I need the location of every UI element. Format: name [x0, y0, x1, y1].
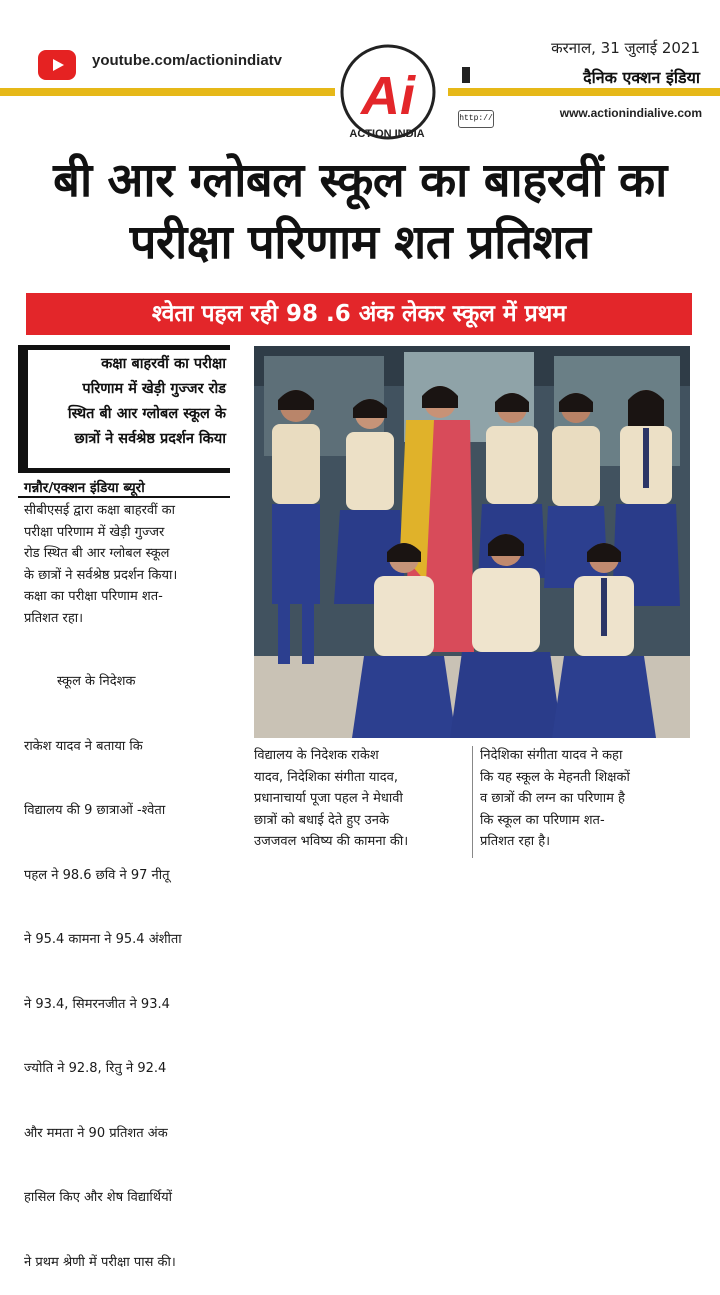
byline-rule — [18, 496, 230, 498]
intro-line: छात्रों ने सर्वश्रेष्ठ प्रदर्शन किया — [74, 431, 226, 447]
body-line: ने 93.4, सिमरनजीत ने 93.4 — [24, 996, 170, 1012]
body-line: ज्योति ने 92.8, रितु ने 92.4 — [24, 1061, 167, 1076]
masthead-rule — [462, 67, 470, 83]
caption-line: कि यह स्कूल के मेहनती शिक्षकों — [480, 769, 630, 785]
body-line: रोड स्थित बी आर ग्लोबल स्कूल — [24, 546, 170, 561]
intro-rule-bottom — [18, 468, 230, 473]
body-line: ने प्रथम श्रेणी में परीक्षा पास की। — [24, 1254, 176, 1270]
photo-caption-left — [254, 745, 468, 853]
browser-url-icon: http:// — [458, 110, 494, 128]
intro-line: परिणाम में खेड़ी गुज्जर रोड — [82, 381, 226, 397]
caption-line: कि स्कूल का परिणाम शत- — [480, 812, 605, 828]
caption-line: उजजवल भविष्य की कामना की। — [254, 834, 409, 849]
body-line: विद्यालय की 9 छात्राओं -श्वेता — [24, 803, 166, 818]
youtube-icon — [38, 50, 76, 80]
body-line: कक्षा का परीक्षा परिणाम शत- — [24, 589, 163, 604]
logo-caption: ACTION INDIA — [349, 128, 425, 140]
intro-rule-left — [18, 345, 28, 470]
body-paragraph-1 — [24, 500, 236, 629]
body-line: प्रतिशत रहा। — [24, 610, 84, 626]
intro-rule-top — [18, 345, 230, 350]
body-line: परीक्षा परिणाम में खेड़ी गुज्जर — [24, 524, 165, 540]
caption-line: व छात्रों की लग्न का परिणाम है — [480, 791, 625, 806]
headline-line-2: परीक्षा परिणाम शत प्रतिशत — [129, 215, 591, 270]
headline-line-1: बी आर ग्लोबल स्कूल का बाहरवीं का — [53, 153, 667, 208]
front-row — [352, 534, 656, 738]
youtube-url[interactable]: youtube.com/actionindiatv — [92, 52, 283, 69]
caption-line: निदेशिका संगीता यादव ने कहा — [480, 748, 623, 763]
headline — [10, 150, 710, 274]
dateline: करनाल, 31 जुलाई 2021 — [551, 39, 700, 57]
body-line: और ममता ने 90 प्रतिशत अंक — [24, 1125, 168, 1141]
body-line: हासिल किए और शेष विद्यार्थियों — [24, 1190, 173, 1205]
intro-line: स्थित बी आर ग्लोबल स्कूल के — [67, 406, 226, 422]
body-line: ने 95.4 कामना ने 95.4 अंशीता — [24, 932, 182, 947]
gold-rule-right — [448, 88, 720, 96]
intro-line: कक्षा बाहरवीं का परीक्षा — [101, 356, 226, 372]
gold-rule-left — [0, 88, 335, 96]
caption-line: यादव, निदेशिका संगीता यादव, — [254, 769, 399, 785]
body-paragraph-2 — [24, 628, 236, 1295]
body-line: स्कूल के निदेशक — [24, 674, 136, 689]
byline: गन्नौर/एक्शन इंडिया ब्यूरो — [24, 480, 145, 496]
body-line: के छात्रों ने सर्वश्रेष्ठ प्रदर्शन किया। — [24, 567, 178, 583]
caption-line: प्रतिशत रहा है। — [480, 834, 551, 849]
caption-line: छात्रों को बधाई देते हुए उनके — [254, 812, 389, 828]
body-line: राकेश यादव ने बताया कि — [24, 738, 143, 754]
column-divider — [472, 746, 473, 858]
group-photo — [254, 346, 690, 738]
body-line: पहल ने 98.6 छवि ने 97 नीतू — [24, 867, 170, 883]
body-line: सीबीएसई द्वारा कक्षा बाहरवीं का — [24, 503, 175, 518]
website-url[interactable]: www.actionindialive.com — [559, 106, 702, 120]
masthead: दैनिक एक्शन इंडिया — [583, 68, 700, 87]
caption-line: प्रधानाचार्या पूजा पहल ने मेधावी — [254, 791, 403, 806]
intro-summary — [36, 352, 226, 452]
subheadline: श्वेता पहल रही 98 .6 अंक लेकर स्कूल में प्रथम — [151, 301, 567, 327]
photo-caption-right — [480, 745, 700, 853]
caption-line: विद्यालय के निदेशक राकेश — [254, 748, 379, 763]
logo-letters: Ai — [361, 66, 415, 126]
